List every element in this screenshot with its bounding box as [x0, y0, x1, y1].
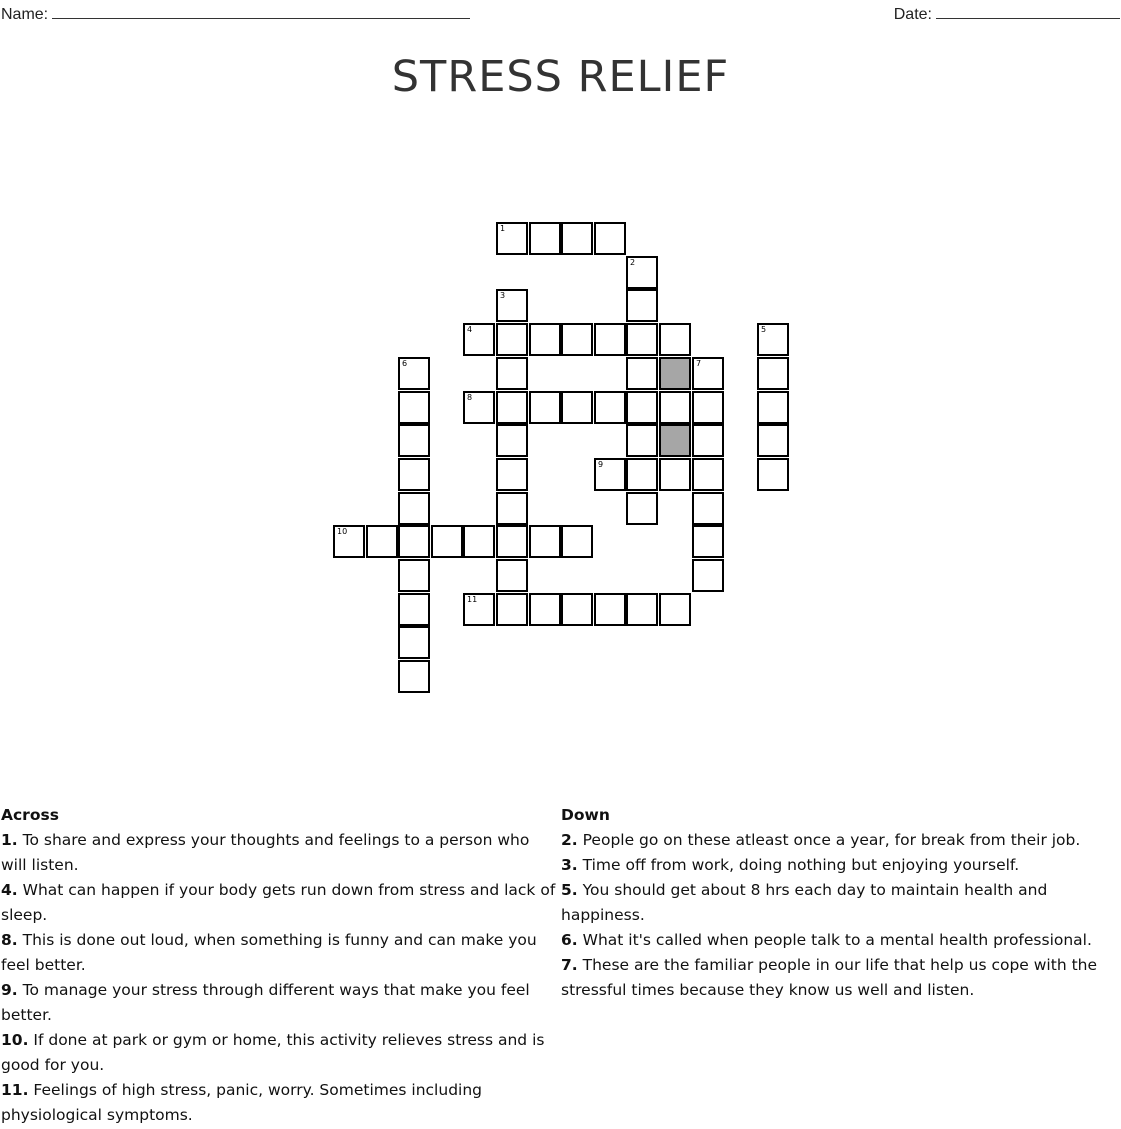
grid-cell[interactable] [626, 289, 658, 322]
clue-number: 1. [1, 831, 18, 849]
grid-cell[interactable] [594, 391, 626, 424]
grid-cell[interactable] [463, 525, 495, 558]
clue-text: Feelings of high stress, panic, worry. Sometimes including physiological symptoms. [1, 1081, 482, 1124]
grid-cell[interactable] [398, 626, 430, 659]
grid-cell[interactable] [626, 323, 658, 356]
shaded-cell [659, 424, 691, 457]
grid-cell[interactable] [757, 458, 789, 491]
grid-cell[interactable] [496, 323, 528, 356]
cell-number: 4 [467, 325, 473, 334]
grid-cell[interactable] [463, 593, 495, 626]
clue-text: Time off from work, doing nothing but enjoying yourself. [582, 856, 1020, 874]
shaded-cell [659, 357, 691, 390]
page-title: STRESS RELIEF [391, 52, 730, 102]
grid-cell[interactable] [594, 323, 626, 356]
grid-cell[interactable] [496, 289, 528, 322]
grid-cell[interactable] [692, 391, 724, 424]
grid-cell[interactable] [333, 525, 365, 558]
down-clues [561, 803, 1117, 1003]
date-label: Date: [893, 6, 932, 23]
cell-number: 11 [467, 595, 478, 604]
grid-cell[interactable] [757, 391, 789, 424]
cell-number: 9 [598, 460, 604, 469]
grid-cell[interactable] [757, 357, 789, 390]
clue-text: If done at park or gym or home, this activity relieves stress and is good for you. [1, 1031, 545, 1074]
across-clue [1, 928, 557, 978]
grid-cell[interactable] [626, 391, 658, 424]
grid-cell[interactable] [757, 323, 789, 356]
across-clue [1, 828, 557, 878]
grid-cell[interactable] [398, 559, 430, 592]
name-label: Name: [1, 6, 49, 23]
grid-cell[interactable] [692, 559, 724, 592]
grid-cell[interactable] [594, 222, 626, 255]
across-clue [1, 1078, 557, 1128]
grid-cell[interactable] [626, 424, 658, 457]
clue-number: 6. [561, 931, 578, 949]
down-clue [561, 953, 1117, 1003]
grid-cell[interactable] [529, 593, 561, 626]
grid-cell[interactable] [692, 492, 724, 525]
clue-number: 10. [1, 1031, 29, 1049]
clue-text: To share and express your thoughts and feelings to a person who will listen. [1, 831, 530, 874]
cell-number: 5 [761, 325, 767, 334]
grid-cell[interactable] [496, 458, 528, 491]
grid-cell[interactable] [692, 525, 724, 558]
grid-cell[interactable] [594, 593, 626, 626]
down-clue [561, 828, 1117, 853]
clue-number: 7. [561, 956, 578, 974]
clue-number: 11. [1, 1081, 29, 1099]
grid-cell[interactable] [529, 525, 561, 558]
cell-number: 2 [630, 258, 636, 267]
down-clue [561, 928, 1117, 953]
clue-text: To manage your stress through different ways that make you feel better. [1, 981, 530, 1024]
grid-cell[interactable] [398, 525, 430, 558]
across-clues [1, 803, 557, 1128]
grid-cell[interactable] [561, 222, 593, 255]
grid-cell[interactable] [626, 492, 658, 525]
grid-cell[interactable] [496, 559, 528, 592]
grid-cell[interactable] [398, 593, 430, 626]
cell-number: 1 [500, 224, 506, 233]
grid-cell[interactable] [757, 424, 789, 457]
grid-cell[interactable] [594, 458, 626, 491]
grid-cell[interactable] [692, 357, 724, 390]
grid-cell[interactable] [659, 458, 691, 491]
grid-cell[interactable] [626, 357, 658, 390]
down-clue-list [561, 828, 1117, 1003]
grid-cell[interactable] [692, 424, 724, 457]
grid-cell[interactable] [496, 593, 528, 626]
grid-cell[interactable] [398, 391, 430, 424]
across-heading: Across [1, 806, 59, 824]
grid-cell[interactable] [431, 525, 463, 558]
grid-cell[interactable] [366, 525, 398, 558]
grid-cell[interactable] [398, 492, 430, 525]
clue-text: These are the familiar people in our life that help us cope with the stressful times because they know us well and listen. [561, 956, 1098, 999]
cell-number: 10 [337, 527, 348, 536]
cell-number: 3 [500, 291, 506, 300]
grid-cell[interactable] [561, 323, 593, 356]
across-clue [1, 978, 557, 1028]
grid-cell[interactable] [496, 492, 528, 525]
grid-cell[interactable] [626, 256, 658, 289]
clue-text: People go on these atleast once a year, for break from their job. [582, 831, 1081, 849]
grid-cell[interactable] [496, 391, 528, 424]
grid-cell[interactable] [659, 323, 691, 356]
down-clue [561, 878, 1117, 928]
across-clue [1, 878, 557, 928]
grid-cell[interactable] [659, 593, 691, 626]
clue-text: You should get about 8 hrs each day to maintain health and happiness. [561, 881, 1048, 924]
grid-cell[interactable] [398, 424, 430, 457]
grid-cell[interactable] [496, 525, 528, 558]
across-clue-list [1, 828, 557, 1128]
grid-cell[interactable] [496, 357, 528, 390]
cell-number: 6 [402, 359, 408, 368]
clue-number: 4. [1, 881, 18, 899]
grid-cell[interactable] [398, 660, 430, 693]
clue-text: What can happen if your body gets run down from stress and lack of sleep. [1, 881, 556, 924]
grid-cell[interactable] [529, 323, 561, 356]
grid-cell[interactable] [561, 525, 593, 558]
clue-text: This is done out loud, when something is funny and can make you feel better. [1, 931, 537, 974]
clue-number: 2. [561, 831, 578, 849]
grid-cell[interactable] [496, 424, 528, 457]
cell-number: 7 [696, 359, 702, 368]
grid-cell[interactable] [463, 391, 495, 424]
grid-cell[interactable] [692, 458, 724, 491]
clue-number: 3. [561, 856, 578, 874]
clue-number: 5. [561, 881, 578, 899]
grid-cell[interactable] [463, 323, 495, 356]
grid-cell[interactable] [398, 458, 430, 491]
clue-text: What it's called when people talk to a mental health professional. [582, 931, 1092, 949]
grid-cell[interactable] [626, 593, 658, 626]
cell-number: 8 [467, 393, 473, 402]
grid-cell[interactable] [529, 222, 561, 255]
grid-cell[interactable] [659, 391, 691, 424]
clue-number: 9. [1, 981, 18, 999]
down-clue [561, 853, 1117, 878]
grid-cell[interactable] [529, 391, 561, 424]
grid-cell[interactable] [496, 222, 528, 255]
clue-number: 8. [1, 931, 18, 949]
grid-cell[interactable] [398, 357, 430, 390]
grid-cell[interactable] [561, 593, 593, 626]
grid-cell[interactable] [561, 391, 593, 424]
down-heading: Down [561, 806, 610, 824]
grid-cell[interactable] [626, 458, 658, 491]
across-clue [1, 1028, 557, 1078]
